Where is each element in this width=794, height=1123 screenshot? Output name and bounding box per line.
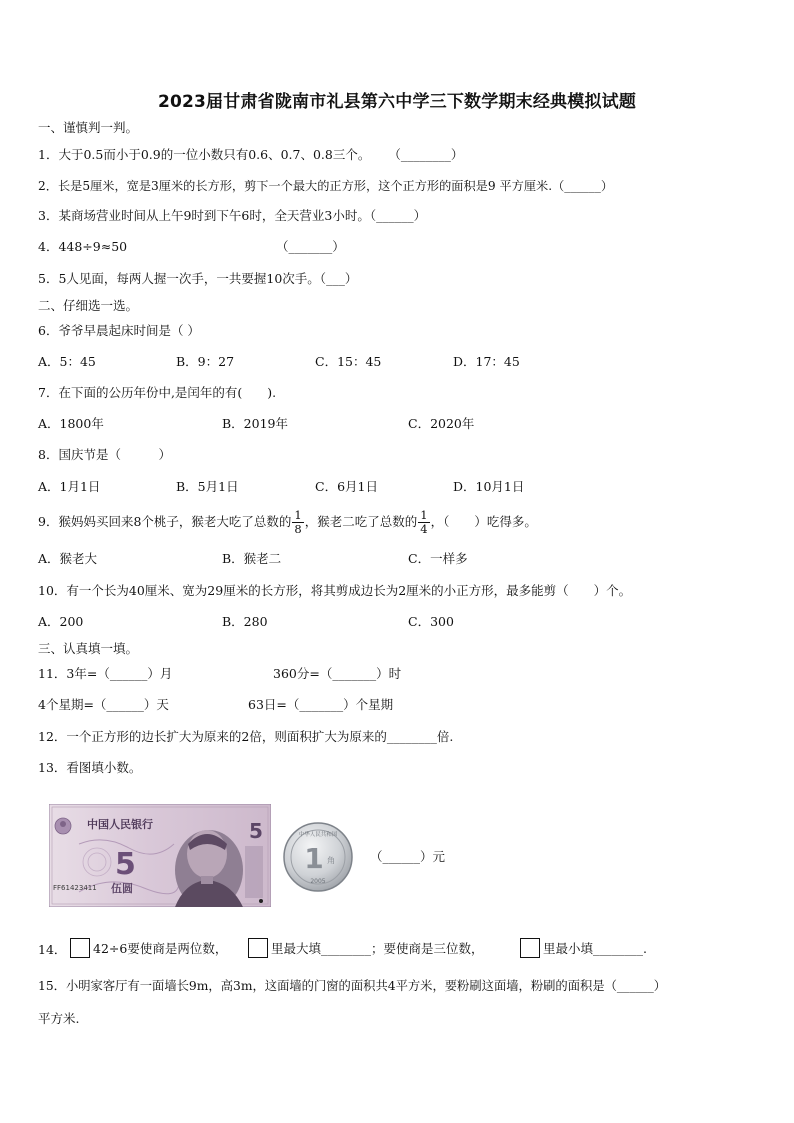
question-11-days-to-weeks: 63日=（_______）个星期 [248,697,394,712]
banknote-denomination: 5 [115,847,136,882]
question-13-answer-blank[interactable]: （______）元 [370,849,446,864]
question-14-digit-box[interactable] [70,938,90,958]
question-9-text-part1: 9．猴妈妈买回来8个桃子，猴老大吃了总数的 [38,514,292,529]
fraction-one-eighth: $\frac{1}{8}$ [294,508,302,536]
question-3: 3．某商场营业时间从上午9时到下午6时，全天营业3小时。（______） [38,208,427,223]
question-8-option-a[interactable]: A．1月1日 [38,479,101,494]
question-11-years-to-months: 11．3年=（______）月 [38,666,173,681]
question-9-option-c[interactable]: C．一样多 [408,551,468,566]
question-15-line-2: 平方米. [38,1011,80,1026]
coin-year: 2005 [310,878,326,885]
question-14-text-part3: 里最小填________. [543,941,647,956]
question-6-option-c[interactable]: C．15：45 [315,354,382,369]
coin-unit: 角 [327,856,335,865]
banknote-serial-number: FF61423411 [53,884,97,892]
question-1 [38,146,463,164]
page-title: 2023届甘肃省陇南市礼县第六中学三下数学期末经典模拟试题 [157,92,637,112]
five-yuan-banknote-image [49,804,271,907]
one-jiao-coin-image [282,821,354,893]
question-9-option-b[interactable]: B．猴老二 [222,551,282,566]
question-1-text: 1．大于0.5而小于0.9的一位小数只有0.6、0.7、0.8三个。 [38,147,371,162]
question-8-option-d[interactable]: D．10月1日 [453,479,525,494]
question-8: 8．国庆节是（ ） [38,447,171,462]
question-9-option-a[interactable]: A．猴老大 [38,551,98,566]
portrait-illustration [175,830,243,907]
banknote-corner-denomination: 5 [249,819,263,843]
question-14-digit-box[interactable] [248,938,268,958]
question-6-option-a[interactable]: A．5：45 [38,354,96,369]
question-11-weeks-to-days: 4个星期=（______）天 [38,697,169,712]
question-1-answer-blank[interactable]: （________） [388,147,464,162]
question-5: 5．5人见面，每两人握一次手，一共要握10次手。（___） [38,271,358,286]
question-10-option-c[interactable]: C．300 [408,614,454,629]
question-9 [38,506,537,538]
fraction-one-quarter: $\frac{1}{4}$ [420,508,428,536]
question-14-text-part1: 42÷6要使商是两位数， [93,941,228,956]
question-14 [70,938,227,958]
question-15-line-1: 15．小明家客厅有一面墙长9m，高3m，这面墙的门窗的面积共4平方米，要粉刷这面墙，粉刷的面积是（______） [38,979,667,993]
question-7-option-b[interactable]: B．2019年 [222,416,288,431]
question-4-answer-blank[interactable]: （_______） [276,239,345,254]
section-heading-choose: 二、仔细选一选。 [38,298,139,313]
question-10-option-b[interactable]: B．280 [222,614,268,629]
question-12: 12．一个正方形的边长扩大为原来的2倍，则面积扩大为原来的________倍. [38,729,454,744]
section-heading-judge: 一、谨慎判一判。 [38,120,139,135]
question-9-text-part3: ，（ ）吃得多。 [430,514,537,529]
question-14-digit-box[interactable] [520,938,540,958]
question-13: 13．看图填小数。 [38,760,142,775]
question-6: 6．爷爷早晨起床时间是（ ） [38,323,200,338]
question-14-text-part2: 里最大填________；要使商是三位数， [271,941,484,956]
banknote-denomination-chinese: 伍圆 [111,882,133,895]
question-14-part2 [248,938,484,958]
question-11-minutes-to-hours: 360分=（_______）时 [273,666,402,681]
question-14-number: 14． [38,942,67,957]
question-6-option-d[interactable]: D．17：45 [453,354,520,369]
coin-value: 1 [304,842,324,875]
question-10-option-a[interactable]: A．200 [38,614,84,629]
question-6-option-b[interactable]: B．9：27 [176,354,235,369]
question-8-option-b[interactable]: B．5月1日 [176,479,239,494]
question-4: 4．448÷9≈50 [38,239,128,254]
question-2: 2．长是5厘米，宽是3厘米的长方形，剪下一个最大的正方形，这个正方形的面积是9 平方厘米.（______） [38,179,614,193]
question-10: 10．有一个长为40厘米、宽为29厘米的长方形，将其剪成边长为2厘米的小正方形，最多能剪（ ）个。 [38,583,632,598]
question-7: 7．在下面的公历年份中,是闰年的有( ). [38,385,277,400]
banknote-bank-name: 中国人民银行 [87,818,153,831]
section-heading-fill: 三、认真填一填。 [38,641,139,656]
coin-rim-text: 中华人民共和国 [298,832,338,838]
question-7-option-a[interactable]: A．1800年 [38,416,104,431]
question-7-option-c[interactable]: C．2020年 [408,416,475,431]
question-9-text-part2: ，猴老二吃了总数的 [304,514,418,529]
question-8-option-c[interactable]: C．6月1日 [315,479,378,494]
question-14-part3 [520,938,647,958]
